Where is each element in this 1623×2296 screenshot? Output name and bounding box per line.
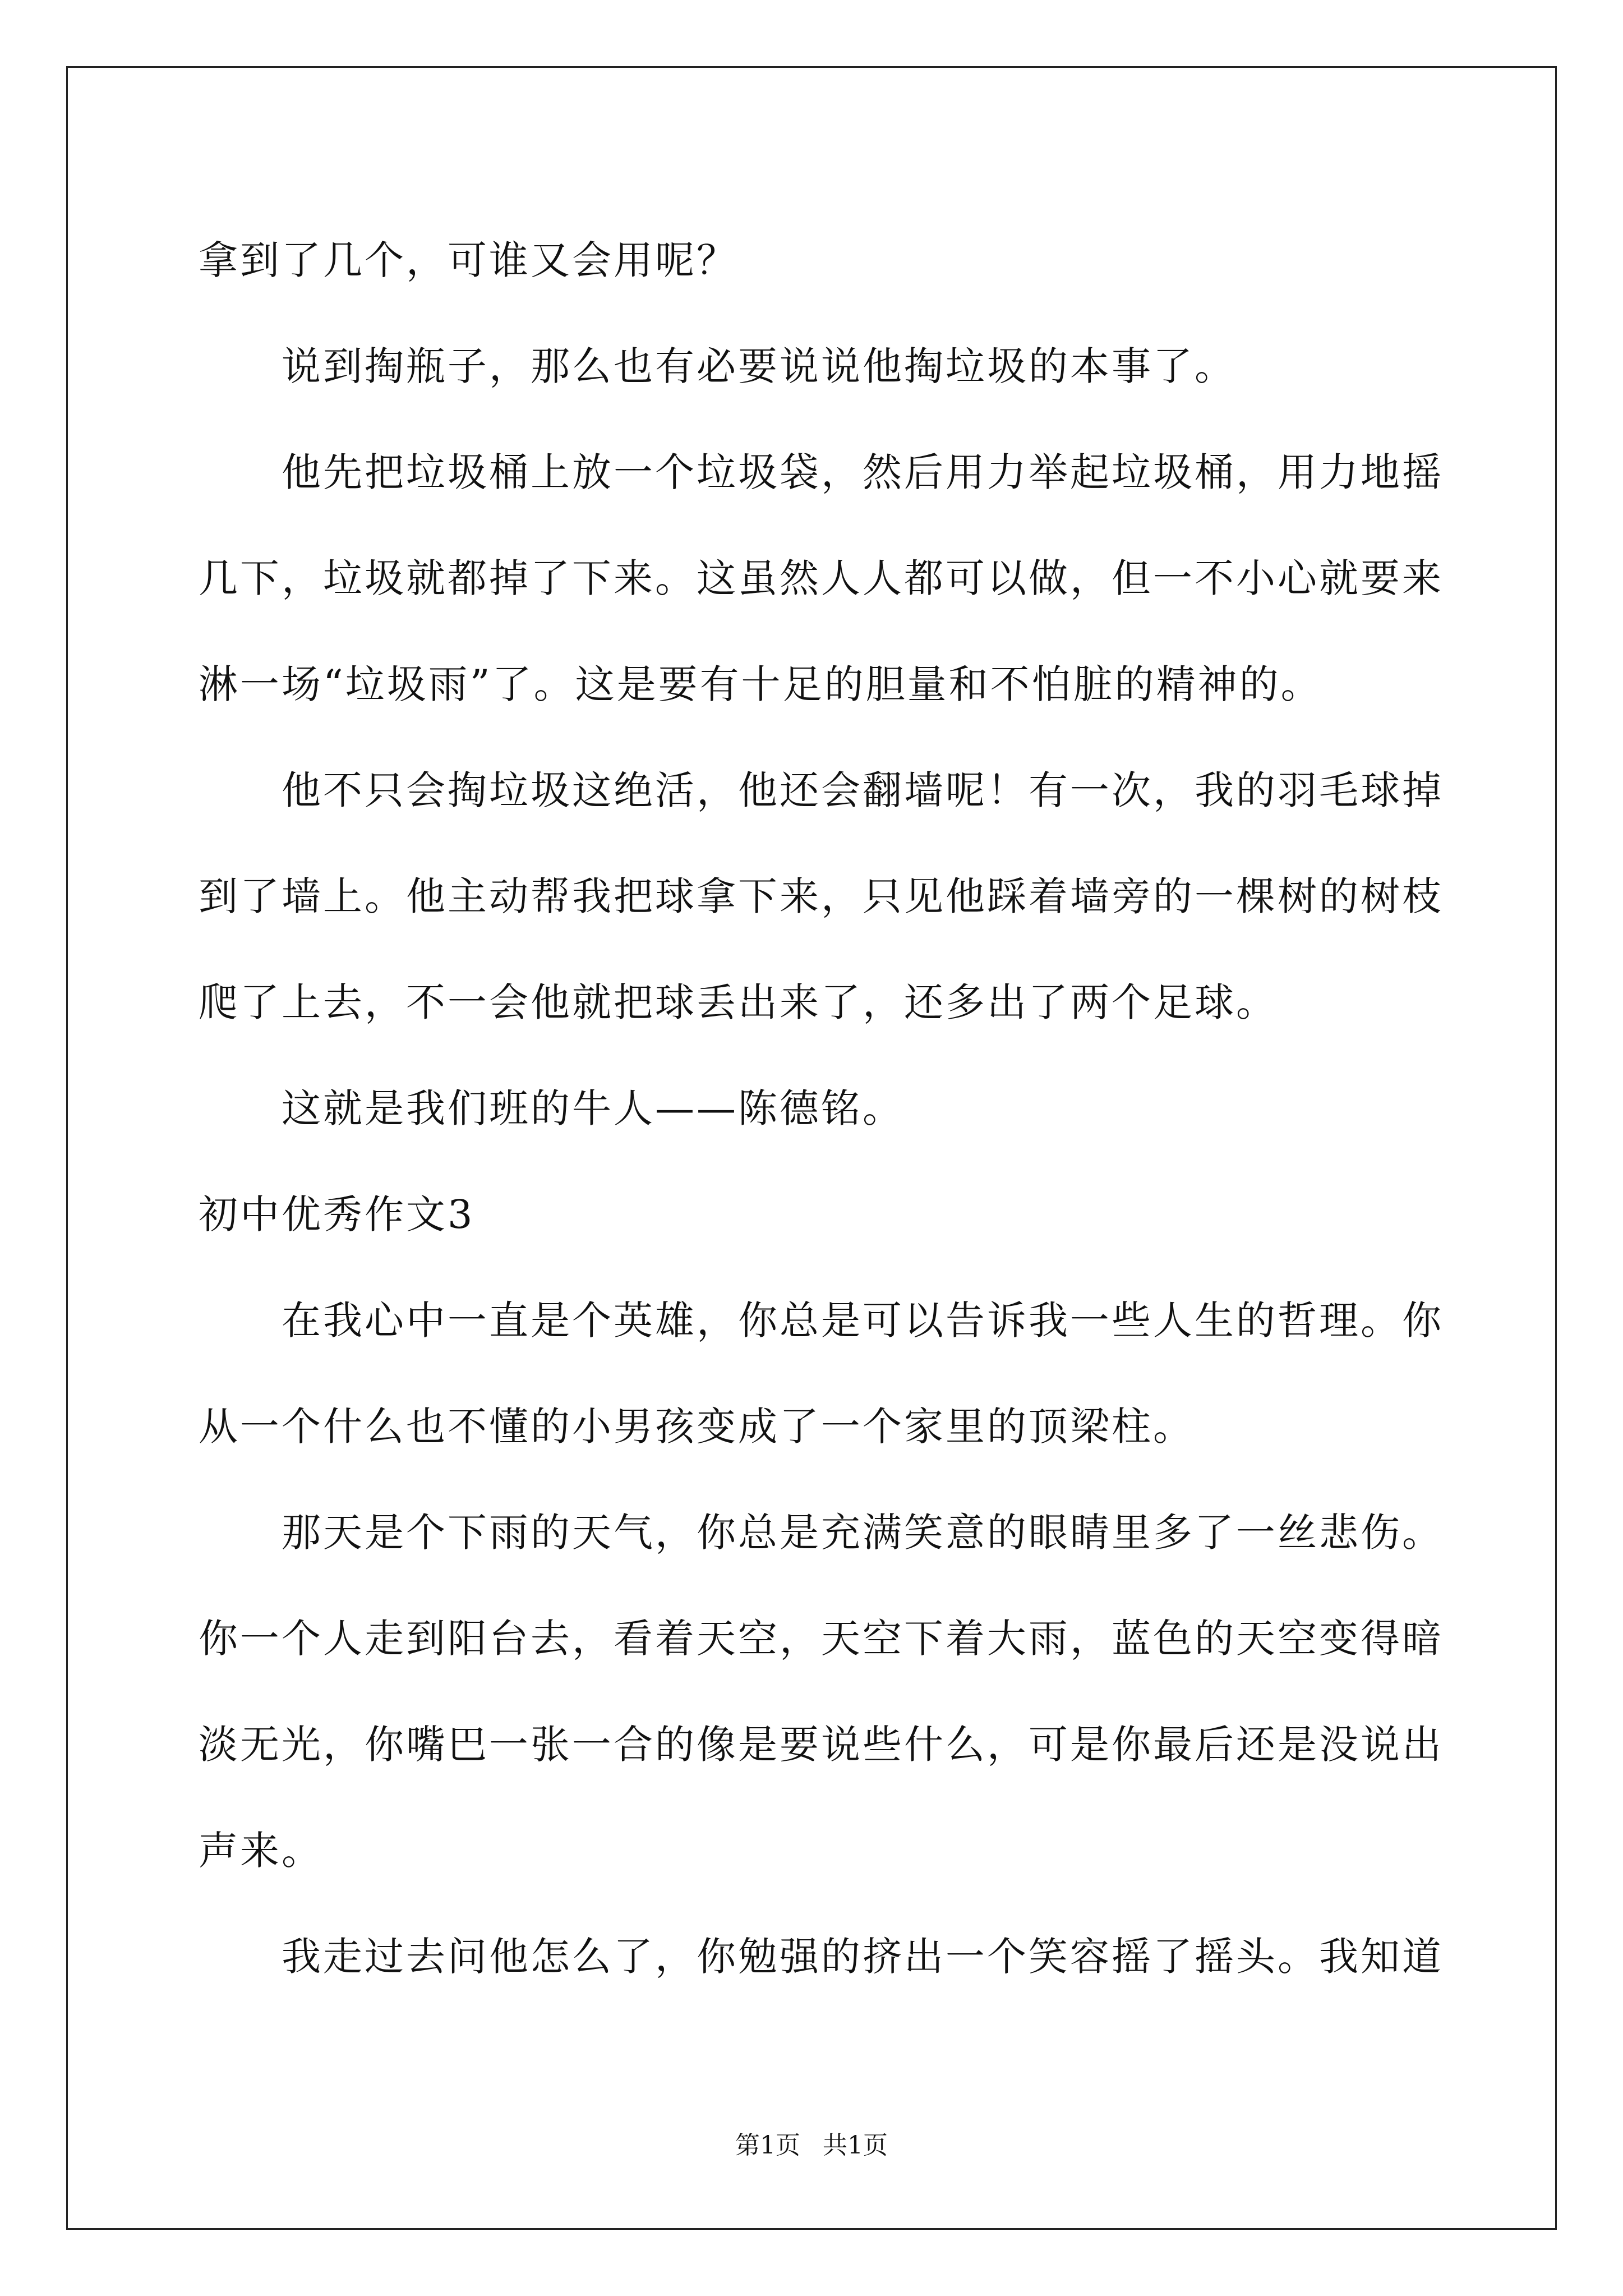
text-line: 你一个人走到阳台去，看着天空，天空下着大雨，蓝色的天空变得暗 — [199, 1616, 1444, 1662]
text-line: 他先把垃圾桶上放一个垃圾袋，然后用力举起垃圾桶，用力地摇 — [282, 449, 1444, 495]
section-heading: 初中优秀作文3 — [199, 1191, 475, 1237]
text-line: 在我心中一直是个英雄，你总是可以告诉我一些人生的哲理。你 — [282, 1297, 1444, 1343]
text-line: 拿到了几个，可谁又会用呢？ — [199, 237, 738, 283]
page-total: 共1页 — [823, 2131, 888, 2160]
text-line: 几下，垃圾就都掉了下来。这虽然人人都可以做，但一不小心就要来 — [199, 555, 1444, 601]
document-body — [199, 208, 1444, 2010]
text-line: 从一个什么也不懂的小男孩变成了一个家里的顶梁柱。 — [199, 1404, 1195, 1450]
text-line: 我走过去问他怎么了，你勉强的挤出一个笑容摇了摇头。我知道 — [282, 1934, 1444, 1980]
text-line: 淡无光，你嘴巴一张一合的像是要说些什么，可是你最后还是没说出 — [199, 1722, 1444, 1768]
text-line: 这就是我们班的牛人——陈德铭。 — [282, 1085, 904, 1131]
page-number: 第1页 — [735, 2131, 800, 2160]
text-line: 说到掏瓶子，那么也有必要说说他掏垃圾的本事了。 — [282, 343, 1236, 389]
text-line: 声来。 — [199, 1828, 323, 1874]
text-line: 到了墙上。他主动帮我把球拿下来，只见他踩着墙旁的一棵树的树枝 — [199, 873, 1444, 919]
text-line: 那天是个下雨的天气，你总是充满笑意的眼睛里多了一丝悲伤。 — [282, 1510, 1444, 1556]
page-footer — [0, 2129, 1623, 2162]
text-line: 爬了上去，不一会他就把球丢出来了，还多出了两个足球。 — [199, 979, 1278, 1025]
text-line: 他不只会掏垃圾这绝活，他还会翻墙呢！有一次，我的羽毛球掉 — [282, 767, 1444, 813]
text-line: 淋一场“垃圾雨”了。这是要有十足的胆量和不怕脏的精神的。 — [199, 661, 1322, 707]
